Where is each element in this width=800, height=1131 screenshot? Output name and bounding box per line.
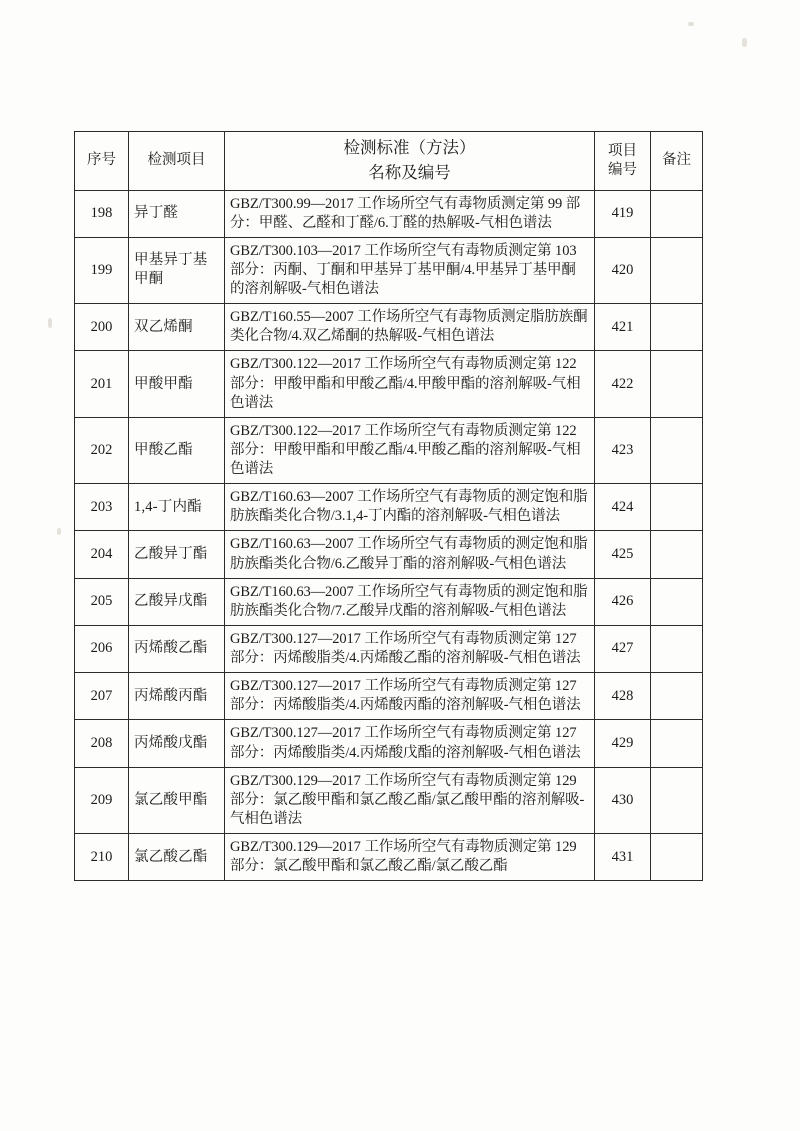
column-header-standard <box>225 132 595 191</box>
cell-item: 1,4-丁内酯 <box>129 484 225 531</box>
cell-seq: 201 <box>75 351 129 417</box>
cell-seq: 205 <box>75 578 129 625</box>
cell-project-no: 425 <box>595 531 651 578</box>
scan-speck <box>48 318 52 328</box>
scan-speck <box>742 38 747 47</box>
cell-item: 甲酸甲酯 <box>129 351 225 417</box>
table-row <box>75 834 703 881</box>
cell-remark <box>651 834 703 881</box>
cell-seq: 210 <box>75 834 129 881</box>
cell-standard: GBZ/T300.127—2017 工作场所空气有毒物质测定第 127 部分：丙烯酸脂类/4.丙烯酸戊酯的溶剂解吸-气相色谱法 <box>225 720 595 767</box>
cell-item: 丙烯酸戊酯 <box>129 720 225 767</box>
cell-remark <box>651 304 703 351</box>
table-header <box>75 132 703 191</box>
cell-project-no: 424 <box>595 484 651 531</box>
cell-project-no: 428 <box>595 673 651 720</box>
cell-remark <box>651 237 703 303</box>
table-row <box>75 531 703 578</box>
cell-project-no: 421 <box>595 304 651 351</box>
cell-item: 双乙烯酮 <box>129 304 225 351</box>
table-row <box>75 484 703 531</box>
cell-seq: 202 <box>75 417 129 483</box>
cell-standard: GBZ/T300.122—2017 工作场所空气有毒物质测定第 122 部分：甲酸甲酯和甲酸乙酯/4.甲酸甲酯的溶剂解吸-气相色谱法 <box>225 351 595 417</box>
table-row <box>75 625 703 672</box>
cell-item: 乙酸异戊酯 <box>129 578 225 625</box>
cell-standard: GBZ/T300.99—2017 工作场所空气有毒物质测定第 99 部分：甲醛、乙醛和丁醛/6.丁醛的热解吸-气相色谱法 <box>225 190 595 237</box>
table-row <box>75 351 703 417</box>
cell-seq: 204 <box>75 531 129 578</box>
cell-seq: 200 <box>75 304 129 351</box>
cell-seq: 207 <box>75 673 129 720</box>
cell-remark <box>651 673 703 720</box>
cell-seq: 206 <box>75 625 129 672</box>
column-header-project-no-line2: 编号 <box>608 161 637 178</box>
column-header-project-no-line1: 项目 <box>608 142 637 159</box>
cell-seq: 208 <box>75 720 129 767</box>
cell-item: 乙酸异丁酯 <box>129 531 225 578</box>
cell-remark <box>651 484 703 531</box>
table-body <box>75 190 703 881</box>
cell-standard: GBZ/T300.122—2017 工作场所空气有毒物质测定第 122 部分：甲酸甲酯和甲酸乙酯/4.甲酸乙酯的溶剂解吸-气相色谱法 <box>225 417 595 483</box>
cell-item: 异丁醛 <box>129 190 225 237</box>
column-header-seq: 序号 <box>75 132 129 191</box>
cell-seq: 203 <box>75 484 129 531</box>
cell-standard: GBZ/T160.63—2007 工作场所空气有毒物质的测定饱和脂肪族酯类化合物/7.乙酸异戊酯的溶剂解吸-气相色谱法 <box>225 578 595 625</box>
scan-speck <box>57 528 61 535</box>
cell-item: 氯乙酸甲酯 <box>129 767 225 833</box>
table-row <box>75 767 703 833</box>
cell-remark <box>651 190 703 237</box>
cell-project-no: 423 <box>595 417 651 483</box>
cell-standard: GBZ/T300.127—2017 工作场所空气有毒物质测定第 127 部分：丙烯酸脂类/4.丙烯酸丙酯的溶剂解吸-气相色谱法 <box>225 673 595 720</box>
cell-standard: GBZ/T300.129—2017 工作场所空气有毒物质测定第 129 部分：氯乙酸甲酯和氯乙酸乙酯/氯乙酸乙酯 <box>225 834 595 881</box>
table-row <box>75 417 703 483</box>
test-items-table <box>74 131 703 881</box>
cell-remark <box>651 417 703 483</box>
cell-project-no: 430 <box>595 767 651 833</box>
cell-project-no: 427 <box>595 625 651 672</box>
cell-standard: GBZ/T160.63—2007 工作场所空气有毒物质的测定饱和脂肪族酯类化合物/3.1,4-丁内酯的溶剂解吸-气相色谱法 <box>225 484 595 531</box>
cell-seq: 198 <box>75 190 129 237</box>
cell-project-no: 431 <box>595 834 651 881</box>
cell-project-no: 426 <box>595 578 651 625</box>
cell-standard: GBZ/T300.103—2017 工作场所空气有毒物质测定第 103 部分：丙酮、丁酮和甲基异丁基甲酮/4.甲基异丁基甲酮的溶剂解吸-气相色谱法 <box>225 237 595 303</box>
table-row <box>75 190 703 237</box>
cell-item: 甲基异丁基甲酮 <box>129 237 225 303</box>
cell-project-no: 419 <box>595 190 651 237</box>
cell-project-no: 420 <box>595 237 651 303</box>
cell-project-no: 422 <box>595 351 651 417</box>
cell-remark <box>651 351 703 417</box>
column-header-standard-line1: 检测标准（方法） <box>343 138 476 157</box>
cell-remark <box>651 720 703 767</box>
cell-item: 氯乙酸乙酯 <box>129 834 225 881</box>
column-header-standard-line2: 名称及编号 <box>368 162 451 182</box>
cell-standard: GBZ/T160.55—2007 工作场所空气有毒物质测定脂肪族酮类化合物/4.双乙烯酮的热解吸-气相色谱法 <box>225 304 595 351</box>
table-row <box>75 237 703 303</box>
table-row <box>75 304 703 351</box>
table-row <box>75 578 703 625</box>
cell-seq: 199 <box>75 237 129 303</box>
column-header-remark: 备注 <box>651 132 703 191</box>
column-header-item: 检测项目 <box>129 132 225 191</box>
cell-item: 丙烯酸丙酯 <box>129 673 225 720</box>
table-row <box>75 720 703 767</box>
cell-standard: GBZ/T300.127—2017 工作场所空气有毒物质测定第 127 部分：丙烯酸脂类/4.丙烯酸乙酯的溶剂解吸-气相色谱法 <box>225 625 595 672</box>
table-header-row <box>75 132 703 191</box>
cell-standard: GBZ/T300.129—2017 工作场所空气有毒物质测定第 129 部分：氯乙酸甲酯和氯乙酸乙酯/氯乙酸甲酯的溶剂解吸-气相色谱法 <box>225 767 595 833</box>
cell-project-no: 429 <box>595 720 651 767</box>
cell-item: 丙烯酸乙酯 <box>129 625 225 672</box>
table-row <box>75 673 703 720</box>
cell-seq: 209 <box>75 767 129 833</box>
scan-speck <box>688 22 694 26</box>
cell-remark <box>651 531 703 578</box>
cell-remark <box>651 625 703 672</box>
column-header-project-no <box>595 132 651 191</box>
cell-standard: GBZ/T160.63—2007 工作场所空气有毒物质的测定饱和脂肪族酯类化合物/6.乙酸异丁酯的溶剂解吸-气相色谱法 <box>225 531 595 578</box>
test-items-table-container <box>74 131 702 881</box>
cell-remark <box>651 578 703 625</box>
cell-item: 甲酸乙酯 <box>129 417 225 483</box>
cell-remark <box>651 767 703 833</box>
